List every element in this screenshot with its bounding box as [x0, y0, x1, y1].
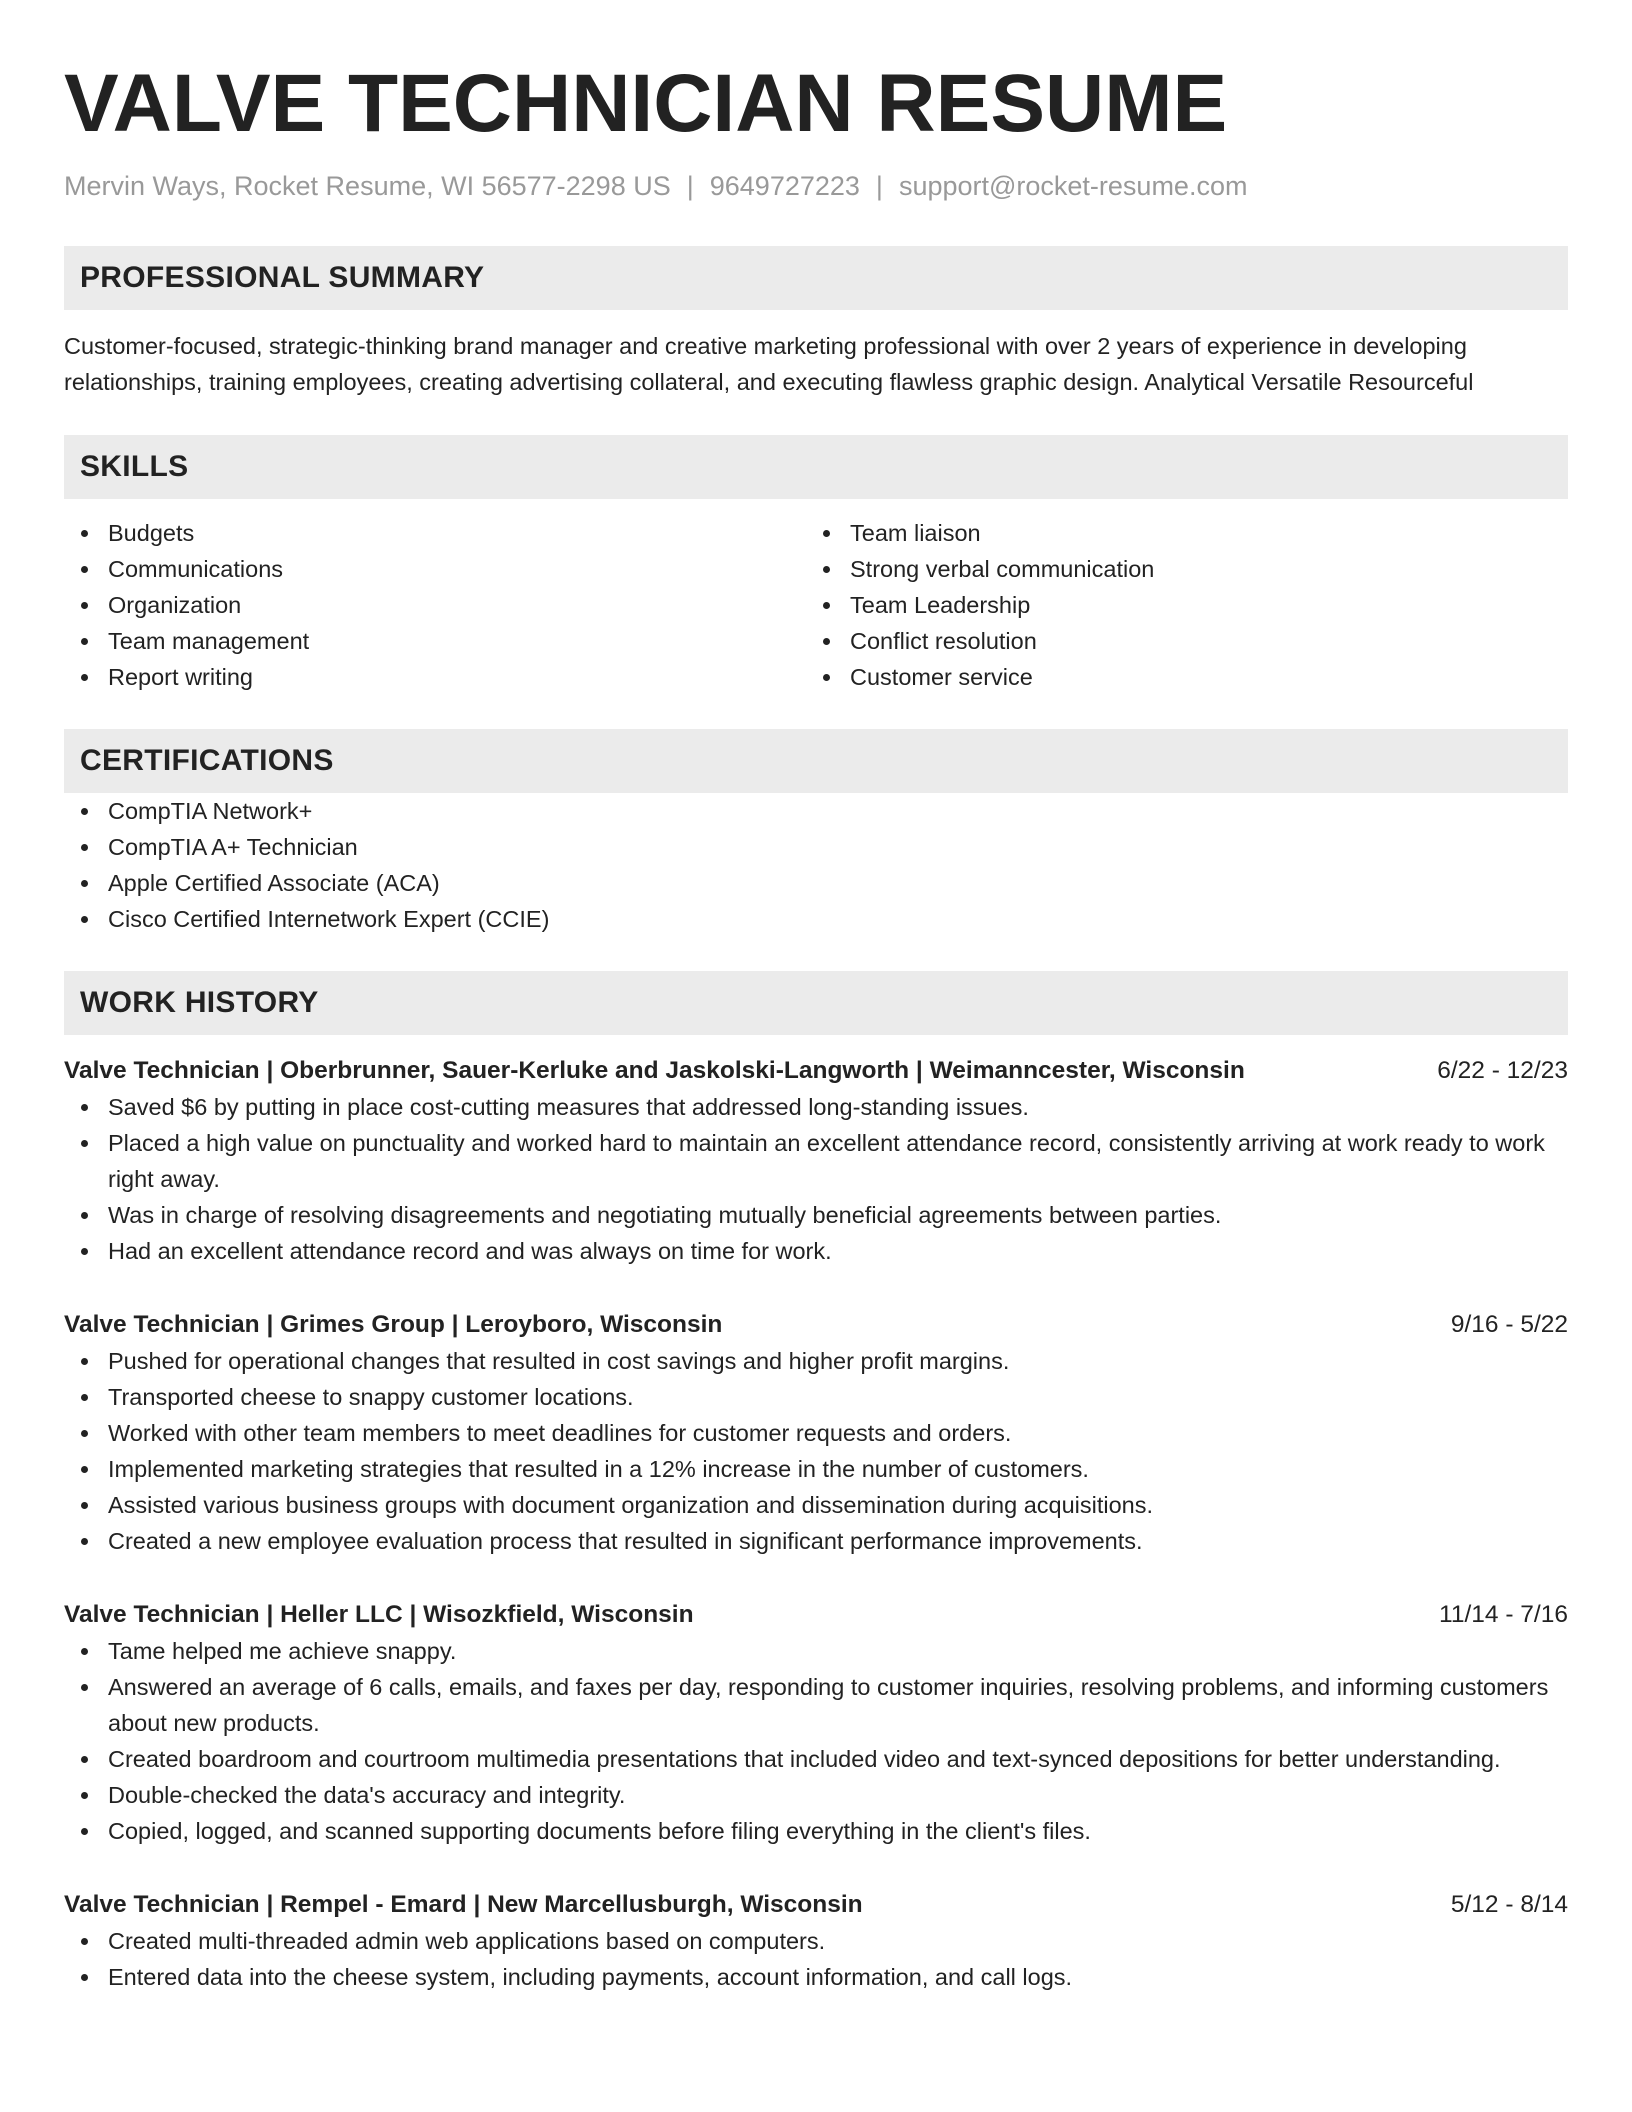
skill-item: Team Leadership	[806, 587, 1548, 623]
job-dates: 5/12 - 8/14	[1450, 1891, 1568, 1918]
job-bullet: Answered an average of 6 calls, emails, and faxes per day, responding to customer inquiries, resolving problems, and informing customers about new products.	[64, 1669, 1568, 1741]
job-entry	[64, 1053, 1568, 1269]
job-entry	[64, 1597, 1568, 1849]
job-bullet: Worked with other team members to meet deadlines for customer requests and orders.	[64, 1415, 1568, 1451]
skill-item: Team liaison	[806, 515, 1548, 551]
job-bullet: Double-checked the data's accuracy and integrity.	[64, 1777, 1568, 1813]
skills-list-right	[806, 515, 1548, 695]
job-entry	[64, 1887, 1568, 1995]
section-header-work-history: WORK HISTORY	[64, 971, 1568, 1035]
skill-item: Conflict resolution	[806, 623, 1548, 659]
skill-item: Customer service	[806, 659, 1548, 695]
job-header	[64, 1597, 1568, 1633]
job-bullets	[64, 1633, 1568, 1849]
job-bullet: Created multi-threaded admin web applications based on computers.	[64, 1923, 1568, 1959]
job-bullet: Pushed for operational changes that resulted in cost savings and higher profit margins.	[64, 1343, 1568, 1379]
job-bullet: Tame helped me achieve snappy.	[64, 1633, 1568, 1669]
contact-phone: 9649727223	[709, 171, 860, 201]
contact-address: Mervin Ways, Rocket Resume, WI 56577-2298 US	[64, 171, 671, 201]
skills-column-right	[806, 515, 1548, 695]
skills-columns	[64, 515, 1568, 695]
job-header	[64, 1887, 1568, 1923]
skill-item: Team management	[64, 623, 806, 659]
skills-list-left	[64, 515, 806, 695]
job-bullet: Had an excellent attendance record and was always on time for work.	[64, 1233, 1568, 1269]
job-dates: 11/14 - 7/16	[1439, 1601, 1568, 1628]
contact-separator: |	[875, 171, 883, 201]
job-title: Valve Technician | Heller LLC | Wisozkfield, Wisconsin	[64, 1601, 694, 1628]
job-bullet: Saved $6 by putting in place cost-cutting measures that addressed long-standing issues.	[64, 1089, 1568, 1125]
certification-item: CompTIA A+ Technician	[64, 829, 1568, 865]
skill-item: Organization	[64, 587, 806, 623]
section-header-certifications: CERTIFICATIONS	[64, 729, 1568, 793]
resume-page	[64, 56, 1568, 1995]
section-header-skills: SKILLS	[64, 435, 1568, 499]
job-bullets	[64, 1089, 1568, 1269]
job-bullet: Was in charge of resolving disagreements and negotiating mutually beneficial agreements between parties.	[64, 1197, 1568, 1233]
job-bullet: Placed a high value on punctuality and worked hard to maintain an excellent attendance record, consistently arriving at work ready to work right away.	[64, 1125, 1568, 1197]
skill-item: Budgets	[64, 515, 806, 551]
job-entry	[64, 1307, 1568, 1559]
resume-title: VALVE TECHNICIAN RESUME	[64, 58, 1228, 149]
job-title: Valve Technician | Oberbrunner, Sauer-Kerluke and Jaskolski-Langworth | Weimanncester, Wisconsin	[64, 1057, 1245, 1084]
job-bullets	[64, 1923, 1568, 1995]
job-bullet: Entered data into the cheese system, including payments, account information, and call logs.	[64, 1959, 1568, 1995]
job-dates: 9/16 - 5/22	[1450, 1311, 1568, 1338]
certification-item: Cisco Certified Internetwork Expert (CCIE)	[64, 901, 1568, 937]
job-bullet: Implemented marketing strategies that resulted in a 12% increase in the number of customers.	[64, 1451, 1568, 1487]
summary-text: Customer-focused, strategic-thinking brand manager and creative marketing professional with over 2 years of experience in developing relationships, training employees, creating advertising collateral, and executing flawless graphic design. Analytical Versatile Resourceful	[64, 333, 1474, 395]
certification-item: Apple Certified Associate (ACA)	[64, 865, 1568, 901]
contact-line	[64, 168, 1568, 204]
contact-separator: |	[686, 171, 694, 201]
job-bullet: Copied, logged, and scanned supporting documents before filing everything in the client's files.	[64, 1813, 1568, 1849]
certification-item: CompTIA Network+	[64, 793, 1568, 829]
job-dates: 6/22 - 12/23	[1437, 1057, 1568, 1084]
certifications-list	[64, 793, 1568, 937]
job-bullet: Transported cheese to snappy customer locations.	[64, 1379, 1568, 1415]
job-bullet: Created boardroom and courtroom multimedia presentations that included video and text-synced depositions for better understanding.	[64, 1741, 1568, 1777]
skill-item: Communications	[64, 551, 806, 587]
job-bullets	[64, 1343, 1568, 1559]
job-bullet: Assisted various business groups with document organization and dissemination during acquisitions.	[64, 1487, 1568, 1523]
skills-column-left	[64, 515, 806, 695]
job-header	[64, 1307, 1568, 1343]
skill-item: Strong verbal communication	[806, 551, 1548, 587]
contact-email: support@rocket-resume.com	[898, 171, 1248, 201]
job-title: Valve Technician | Rempel - Emard | New Marcellusburgh, Wisconsin	[64, 1891, 863, 1918]
skill-item: Report writing	[64, 659, 806, 695]
section-header-professional-summary: PROFESSIONAL SUMMARY	[64, 246, 1568, 310]
job-bullet: Created a new employee evaluation process that resulted in significant performance improvements.	[64, 1523, 1568, 1559]
job-title: Valve Technician | Grimes Group | Leroyboro, Wisconsin	[64, 1311, 723, 1338]
job-header	[64, 1053, 1568, 1089]
